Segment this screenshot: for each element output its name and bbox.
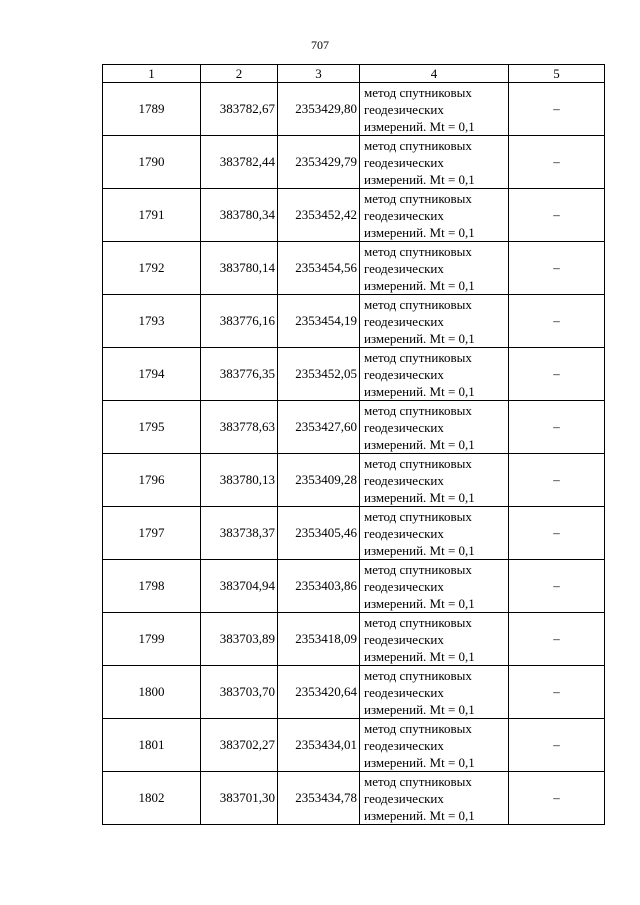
method-line: метод спутниковых (364, 84, 472, 100)
method-line: измерений. Mt = 0,1 (364, 489, 475, 505)
table-row (103, 83, 605, 136)
point-number-cell: 1796 (103, 454, 201, 507)
method-cell (360, 772, 509, 825)
method-line: геодезических (364, 207, 444, 223)
y-coordinate-cell: 2353434,78 (278, 772, 360, 825)
method-cell (360, 613, 509, 666)
note-cell: – (509, 613, 605, 666)
coordinates-table (102, 64, 605, 825)
x-coordinate-cell: 383738,37 (201, 507, 278, 560)
method-line: метод спутниковых (364, 243, 472, 259)
method-line: геодезических (364, 737, 444, 753)
method-cell (360, 560, 509, 613)
method-line: измерений. Mt = 0,1 (364, 330, 475, 346)
y-coordinate-cell: 2353454,19 (278, 295, 360, 348)
header-row (103, 65, 605, 83)
y-coordinate-cell: 2353452,42 (278, 189, 360, 242)
method-cell (360, 136, 509, 189)
method-line: метод спутниковых (364, 720, 472, 736)
x-coordinate-cell: 383704,94 (201, 560, 278, 613)
page-number: 707 (311, 38, 329, 52)
point-number-cell: 1792 (103, 242, 201, 295)
method-line: метод спутниковых (364, 455, 472, 471)
point-number-cell: 1799 (103, 613, 201, 666)
method-line: метод спутниковых (364, 296, 472, 312)
table-row (103, 189, 605, 242)
method-line: измерений. Mt = 0,1 (364, 224, 475, 240)
y-coordinate-cell: 2353405,46 (278, 507, 360, 560)
point-number-cell: 1801 (103, 719, 201, 772)
note-cell: – (509, 507, 605, 560)
x-coordinate-cell: 383782,44 (201, 136, 278, 189)
method-line: геодезических (364, 790, 444, 806)
method-cell (360, 189, 509, 242)
method-line: геодезических (364, 260, 444, 276)
point-number-cell: 1794 (103, 348, 201, 401)
method-cell (360, 401, 509, 454)
x-coordinate-cell: 383701,30 (201, 772, 278, 825)
point-number-cell: 1797 (103, 507, 201, 560)
note-cell: – (509, 83, 605, 136)
y-coordinate-cell: 2353434,01 (278, 719, 360, 772)
y-coordinate-cell: 2353409,28 (278, 454, 360, 507)
column-header-1: 1 (103, 65, 201, 83)
method-line: геодезических (364, 101, 444, 117)
method-line: измерений. Mt = 0,1 (364, 277, 475, 293)
y-coordinate-cell: 2353454,56 (278, 242, 360, 295)
note-cell: – (509, 242, 605, 295)
method-cell (360, 666, 509, 719)
y-coordinate-cell: 2353403,86 (278, 560, 360, 613)
note-cell: – (509, 189, 605, 242)
table-row (103, 401, 605, 454)
x-coordinate-cell: 383778,63 (201, 401, 278, 454)
note-cell: – (509, 295, 605, 348)
table-row (103, 454, 605, 507)
table-row (103, 295, 605, 348)
method-line: измерений. Mt = 0,1 (364, 701, 475, 717)
note-cell: – (509, 348, 605, 401)
table-row (103, 348, 605, 401)
column-header-4: 4 (360, 65, 509, 83)
method-line: метод спутниковых (364, 508, 472, 524)
method-cell (360, 719, 509, 772)
x-coordinate-cell: 383702,27 (201, 719, 278, 772)
x-coordinate-cell: 383780,13 (201, 454, 278, 507)
method-line: измерений. Mt = 0,1 (364, 807, 475, 823)
column-header-2: 2 (201, 65, 278, 83)
column-header-5: 5 (509, 65, 605, 83)
method-line: метод спутниковых (364, 402, 472, 418)
method-line: метод спутниковых (364, 667, 472, 683)
method-cell (360, 295, 509, 348)
point-number-cell: 1793 (103, 295, 201, 348)
y-coordinate-cell: 2353418,09 (278, 613, 360, 666)
x-coordinate-cell: 383776,35 (201, 348, 278, 401)
y-coordinate-cell: 2353452,05 (278, 348, 360, 401)
method-line: измерений. Mt = 0,1 (364, 436, 475, 452)
method-line: геодезических (364, 154, 444, 170)
x-coordinate-cell: 383776,16 (201, 295, 278, 348)
table-row (103, 719, 605, 772)
method-line: измерений. Mt = 0,1 (364, 595, 475, 611)
method-cell (360, 507, 509, 560)
method-line: метод спутниковых (364, 349, 472, 365)
note-cell: – (509, 454, 605, 507)
point-number-cell: 1795 (103, 401, 201, 454)
method-cell (360, 83, 509, 136)
method-line: геодезических (364, 419, 444, 435)
method-line: метод спутниковых (364, 614, 472, 630)
x-coordinate-cell: 383703,70 (201, 666, 278, 719)
method-cell (360, 242, 509, 295)
x-coordinate-cell: 383782,67 (201, 83, 278, 136)
point-number-cell: 1790 (103, 136, 201, 189)
point-number-cell: 1798 (103, 560, 201, 613)
note-cell: – (509, 136, 605, 189)
note-cell: – (509, 666, 605, 719)
x-coordinate-cell: 383780,34 (201, 189, 278, 242)
x-coordinate-cell: 383780,14 (201, 242, 278, 295)
method-line: метод спутниковых (364, 137, 472, 153)
method-line: измерений. Mt = 0,1 (364, 542, 475, 558)
method-line: метод спутниковых (364, 773, 472, 789)
method-line: геодезических (364, 313, 444, 329)
note-cell: – (509, 772, 605, 825)
method-line: геодезических (364, 525, 444, 541)
method-line: геодезических (364, 366, 444, 382)
y-coordinate-cell: 2353429,79 (278, 136, 360, 189)
table-row (103, 560, 605, 613)
method-line: измерений. Mt = 0,1 (364, 118, 475, 134)
point-number-cell: 1800 (103, 666, 201, 719)
note-cell: – (509, 401, 605, 454)
method-line: метод спутниковых (364, 190, 472, 206)
table-row (103, 666, 605, 719)
method-line: измерений. Mt = 0,1 (364, 754, 475, 770)
method-line: метод спутниковых (364, 561, 472, 577)
column-header-3: 3 (278, 65, 360, 83)
method-line: измерений. Mt = 0,1 (364, 171, 475, 187)
y-coordinate-cell: 2353427,60 (278, 401, 360, 454)
table-row (103, 772, 605, 825)
note-cell: – (509, 560, 605, 613)
point-number-cell: 1789 (103, 83, 201, 136)
table-row (103, 613, 605, 666)
table-row (103, 507, 605, 560)
x-coordinate-cell: 383703,89 (201, 613, 278, 666)
method-line: геодезических (364, 631, 444, 647)
method-line: измерений. Mt = 0,1 (364, 383, 475, 399)
y-coordinate-cell: 2353420,64 (278, 666, 360, 719)
point-number-cell: 1791 (103, 189, 201, 242)
y-coordinate-cell: 2353429,80 (278, 83, 360, 136)
method-cell (360, 454, 509, 507)
note-cell: – (509, 719, 605, 772)
table-row (103, 242, 605, 295)
method-line: геодезических (364, 472, 444, 488)
method-cell (360, 348, 509, 401)
table-row (103, 136, 605, 189)
point-number-cell: 1802 (103, 772, 201, 825)
method-line: геодезических (364, 684, 444, 700)
method-line: геодезических (364, 578, 444, 594)
method-line: измерений. Mt = 0,1 (364, 648, 475, 664)
